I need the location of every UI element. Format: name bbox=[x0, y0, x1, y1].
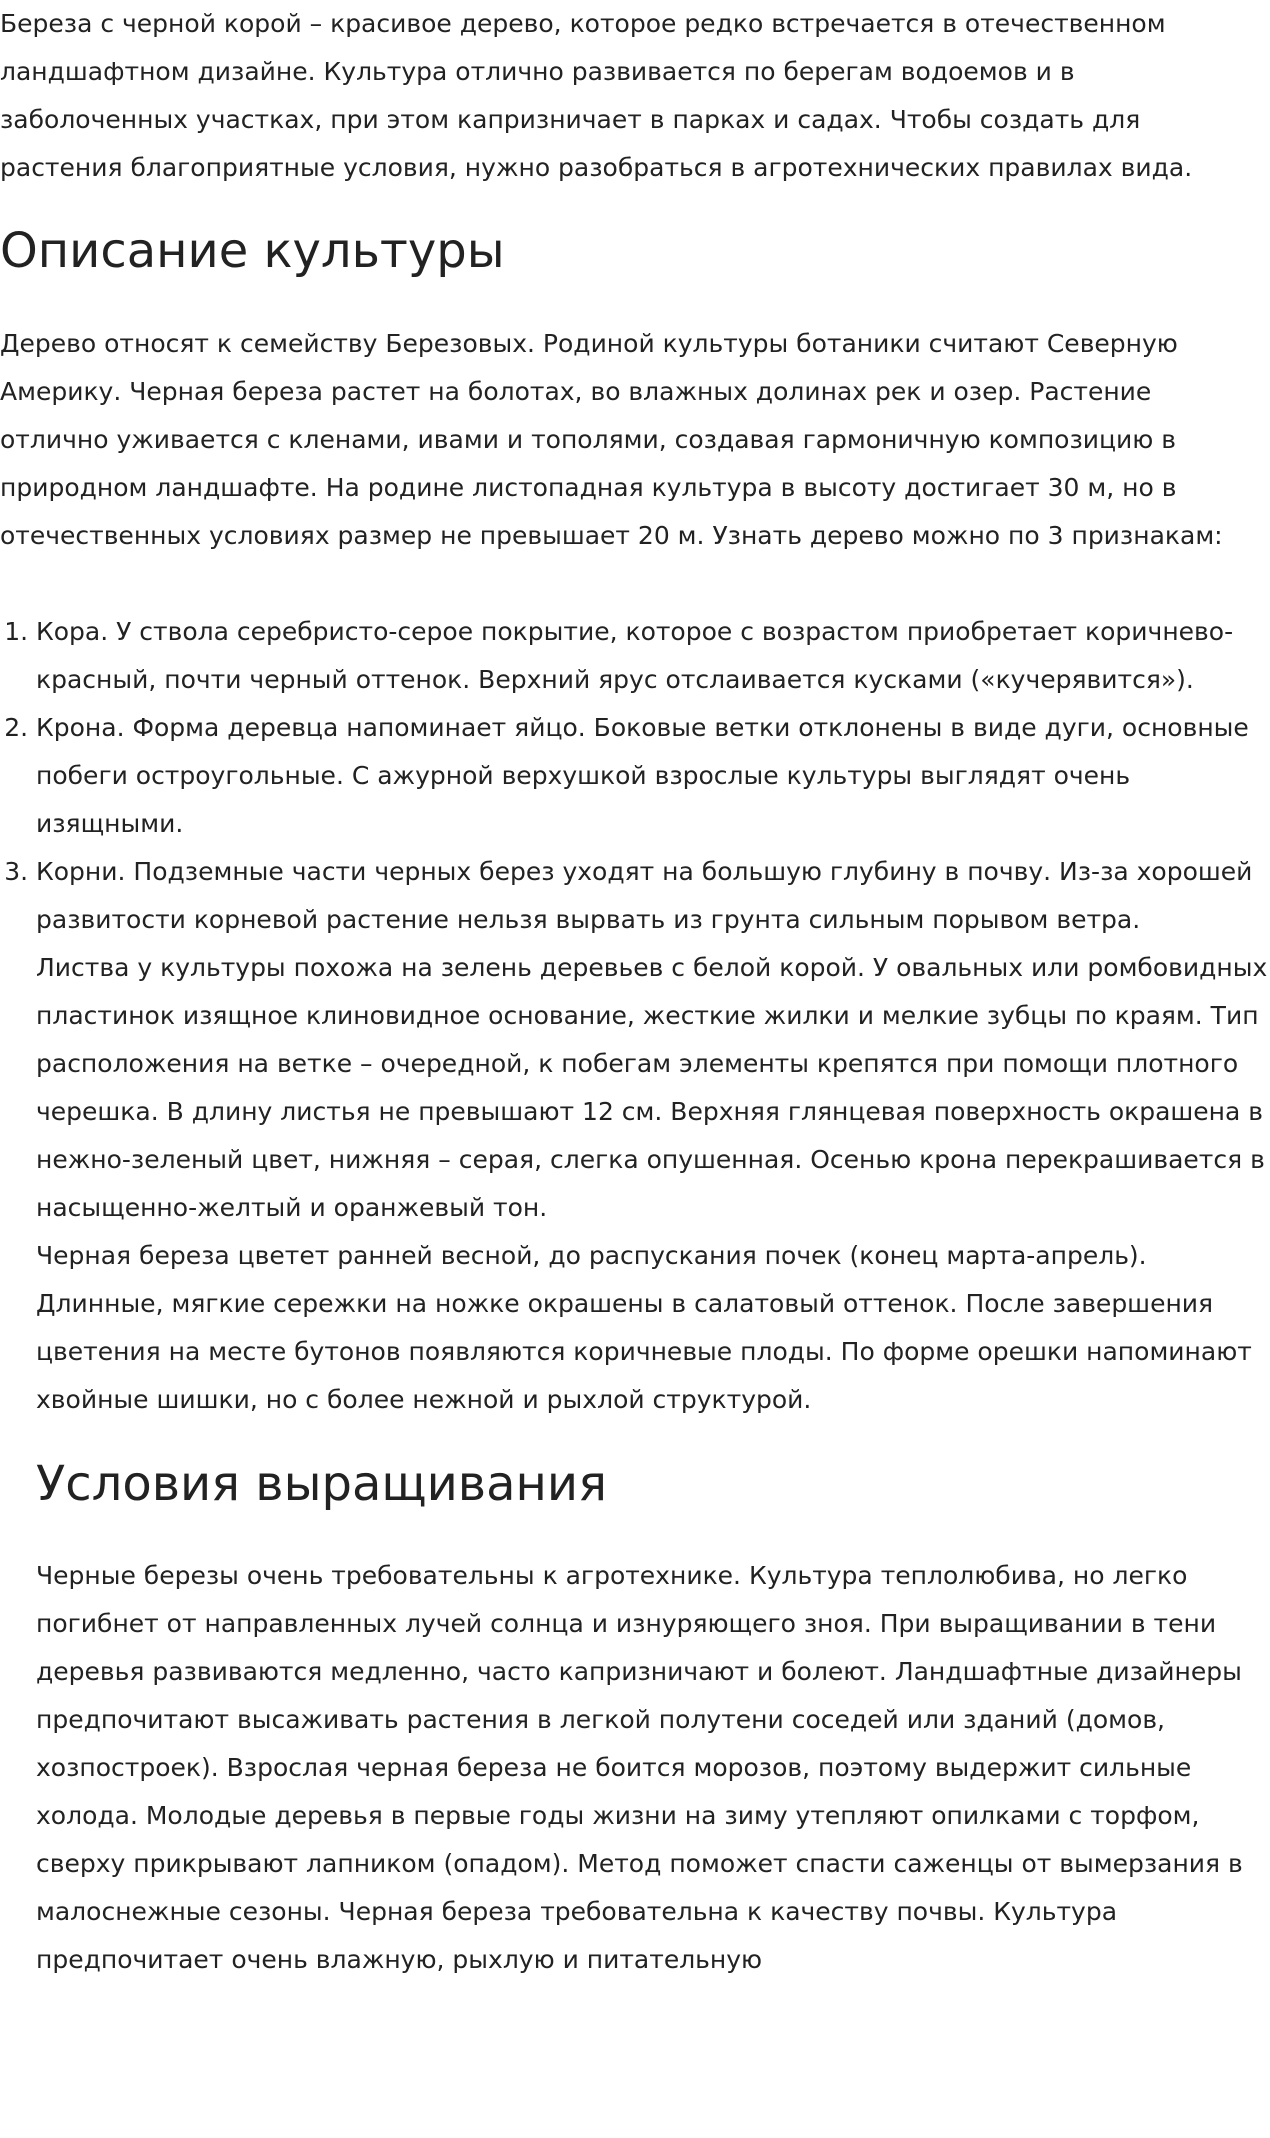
intro-paragraph: Береза с черной корой – красивое дерево, которое редко встречается в отечественном ландшафтном дизайне. Культура отлично развивается по берегам водоемов и в заболоченных участках, при этом капризничает в парках и садах. Чтобы создать для растения благоприятные условия, нужно разобраться в агротехнических правилах вида. bbox=[0, 9, 1193, 182]
heading-growing-conditions: Условия выращивания bbox=[36, 1456, 607, 1512]
list-item-bark: 1. Кора. У ствола серебристо-серое покрытие, которое с возрастом приобретает коричнево-красный, почти черный оттенок. Верхний ярус отслаивается кусками («кучерявится»). bbox=[36, 608, 1270, 704]
list-item-crown: 2. Крона. Форма деревца напоминает яйцо. Боковые ветки отклонены в виде дуги, основные побеги остроугольные. С ажурной верхушкой взрослые культуры выглядят очень изящными. bbox=[36, 704, 1270, 848]
flowering-paragraph: Черная береза цветет ранней весной, до распускания почек (конец марта-апрель). Длинные, мягкие сережки на ножке окрашены в салатовый оттенок. После завершения цветения на месте бутонов появляются коричневые плоды. По форме орешки напоминают хвойные шишки, но с более нежной и рыхлой структурой. bbox=[36, 1241, 1252, 1414]
heading-description: Описание культуры bbox=[0, 223, 505, 279]
leaves-paragraph: Листва у культуры похожа на зелень деревьев с белой корой. У овальных или ромбовидных пластинок изящное клиновидное основание, жесткие жилки и мелкие зубцы по краям. Тип расположения на ветке – очередной, к побегам элементы крепятся при помощи плотного черешка. В длину листья не превышают 12 см. Верхняя глянцевая поверхность окрашена в нежно-зеленый цвет, нижняя – серая, слегка опушенная. Осенью крона перекрашивается в насыщенно-желтый и оранжевый тон. bbox=[36, 953, 1268, 1222]
description-paragraph: Дерево относят к семейству Березовых. Родиной культуры ботаники считают Северную Америку. Черная береза растет на болотах, во влажных долинах рек и озер. Растение отлично уживается с кленами, ивами и тополями, создавая гармоничную композицию в природном ландшафте. На родине листопадная культура в высоту достигает 30 м, но в отечественных условиях размер не превышает 20 м. Узнать дерево можно по 3 признакам: bbox=[0, 329, 1223, 550]
features-list bbox=[0, 608, 1270, 944]
list-item-roots: 3. Корни. Подземные части черных берез уходят на большую глубину в почву. Из-за хорошей развитости корневой растение нельзя вырвать из грунта сильным порывом ветра. bbox=[36, 848, 1270, 944]
growing-conditions-paragraph: Черные березы очень требовательны к агротехнике. Культура теплолюбива, но легко погибнет от направленных лучей солнца и изнуряющего зноя. При выращивании в тени деревья развиваются медленно, часто капризничают и болеют. Ландшафтные дизайнеры предпочитают высаживать растения в легкой полутени соседей или зданий (домов, хозпостроек). Взрослая черная береза не боится морозов, поэтому выдержит сильные холода. Молодые деревья в первые годы жизни на зиму утепляют опилками с торфом, сверху прикрывают лапником (опадом). Метод поможет спасти саженцы от вымерзания в малоснежные сезоны. Черная береза требовательна к качеству почвы. Культура предпочитает очень влажную, рыхлую и питательную bbox=[36, 1561, 1243, 1974]
